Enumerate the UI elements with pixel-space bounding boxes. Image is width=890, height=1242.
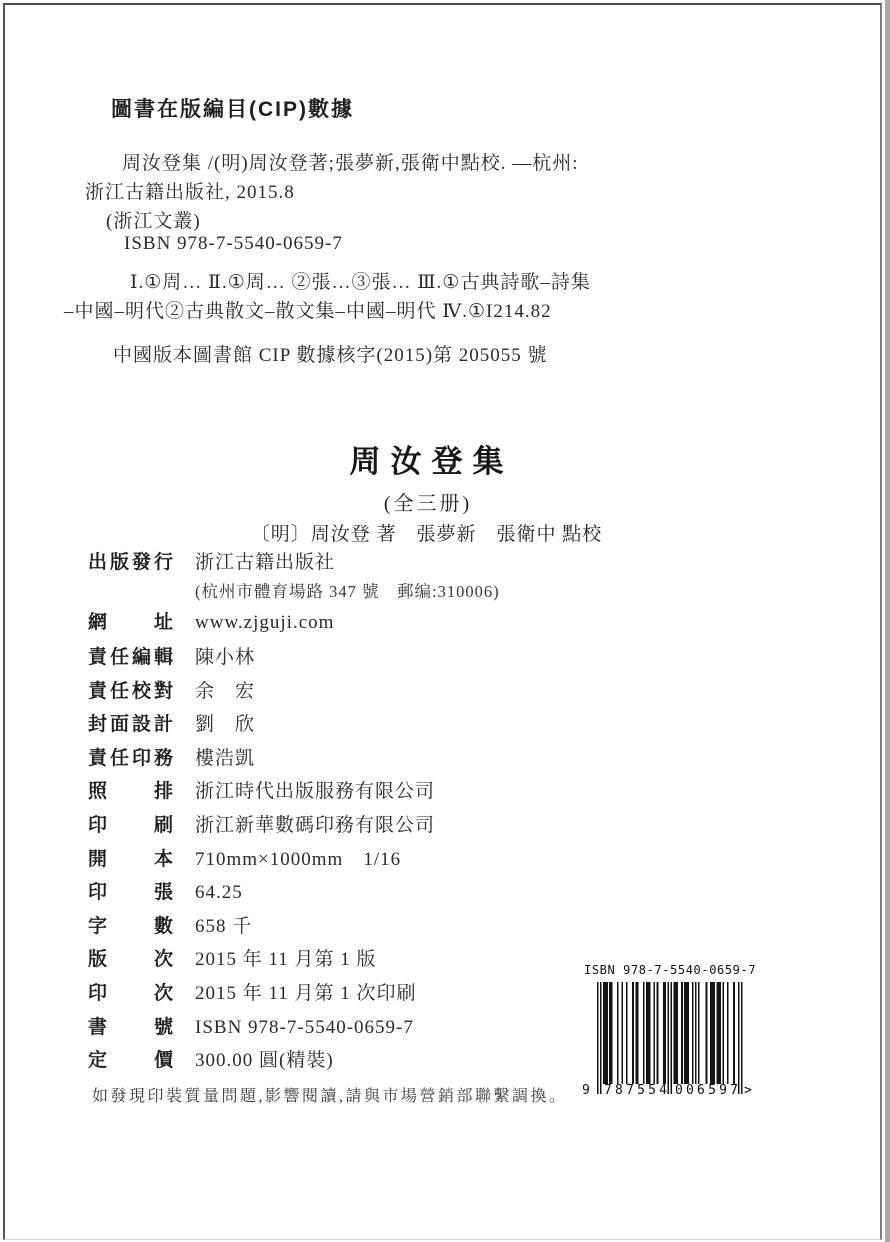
colophon-value: 劉 欣 bbox=[195, 714, 256, 736]
cip-classification-line-1: Ⅰ.①周… Ⅱ.①周… ②張…③張… Ⅲ.①古典詩歌–詩集 bbox=[130, 272, 591, 293]
colophon-row bbox=[88, 915, 808, 949]
colophon-value: 2015 年 11 月第 1 次印刷 bbox=[195, 982, 417, 1004]
colophon-row bbox=[88, 680, 808, 714]
colophon-row bbox=[88, 713, 808, 747]
colophon-row bbox=[88, 881, 808, 915]
colophon-label: 開 本 bbox=[88, 848, 177, 870]
scan-edge-shadow bbox=[885, 0, 890, 1242]
colophon-label: 責任編輯 bbox=[88, 647, 177, 668]
barcode-isbn-label: ISBN 978-7-5540-0659-7 bbox=[584, 963, 757, 977]
colophon-row bbox=[88, 646, 808, 680]
colophon-label: 封面設計 bbox=[88, 714, 177, 736]
colophon-label: 書 號 bbox=[88, 1016, 177, 1038]
colophon-value: 浙江新華數碼印務有限公司 bbox=[195, 814, 436, 836]
ean13-barcode bbox=[597, 982, 744, 1095]
colophon-label: 版 次 bbox=[88, 949, 177, 971]
cip-record-number: 中國版本圖書館 CIP 數據核字(2015)第 205055 號 bbox=[113, 345, 548, 366]
cip-classification-line-2: –中國–明代②古典散文–散文集–中國–明代 Ⅳ.①I214.82 bbox=[64, 301, 552, 322]
colophon-value: 658 千 bbox=[195, 915, 253, 937]
colophon-value: 64.25 bbox=[195, 882, 243, 904]
colophon-row bbox=[88, 611, 808, 646]
book-title: 周汝登集 bbox=[349, 444, 514, 479]
colophon-label: 印 次 bbox=[88, 982, 177, 1004]
colophon-row bbox=[88, 747, 808, 781]
quality-note: 如發現印裝質量問題,影響閱讀,請與市場營銷部聯繫調換。 bbox=[92, 1088, 568, 1105]
colophon-value: 浙江時代出版服務有限公司 bbox=[195, 781, 436, 803]
volume-note: (全三册) bbox=[383, 493, 473, 515]
colophon-label: 印 張 bbox=[88, 882, 177, 904]
colophon-row bbox=[88, 581, 808, 611]
colophon-value: ISBN 978-7-5540-0659-7 bbox=[195, 1016, 414, 1038]
colophon-label: 照 排 bbox=[88, 781, 177, 803]
barcode-trailer: > bbox=[744, 1083, 752, 1098]
colophon-label: 定 價 bbox=[88, 1050, 177, 1072]
colophon-row bbox=[88, 814, 808, 848]
barcode-lead-digit: 9 bbox=[582, 1083, 590, 1098]
colophon-value: 陳小林 bbox=[195, 647, 256, 668]
colophon-value: 300.00 圓(精裝) bbox=[195, 1050, 334, 1072]
colophon-value: 余 宏 bbox=[195, 680, 256, 702]
colophon-label: 出版發行 bbox=[88, 552, 177, 573]
colophon-value: 710mm×1000mm 1/16 bbox=[195, 848, 402, 870]
colophon-value: (杭州市體育場路 347 號 郵编:310006) bbox=[195, 582, 500, 601]
cip-entry-line-2: 浙江古籍出版社, 2015.8 bbox=[85, 182, 295, 203]
colophon-label: 網 址 bbox=[88, 612, 177, 633]
colophon-value: www.zjguji.com bbox=[195, 612, 335, 633]
colophon-value: 樓浩凱 bbox=[195, 747, 256, 769]
colophon-label: 責任印務 bbox=[88, 747, 177, 769]
colophon-value: 浙江古籍出版社 bbox=[195, 552, 336, 573]
cip-isbn-line: ISBN 978-7-5540-0659-7 bbox=[124, 233, 343, 254]
colophon-row bbox=[88, 848, 808, 882]
colophon-label: 印 刷 bbox=[88, 814, 177, 836]
barcode-digits-right: 006597 bbox=[675, 1083, 742, 1098]
cip-header: 圖書在版編目(CIP)數據 bbox=[111, 98, 354, 121]
colophon-row bbox=[88, 551, 808, 581]
cip-entry-line-1: 周汝登集 /(明)周汝登著;張夢新,張衛中點校. —杭州: bbox=[122, 153, 579, 174]
cip-series-line: (浙江文叢) bbox=[106, 211, 201, 232]
colophon-value: 2015 年 11 月第 1 版 bbox=[195, 949, 377, 971]
colophon-label: 責任校對 bbox=[88, 680, 177, 702]
author-byline: 〔明〕周汝登 著 張夢新 張衛中 點校 bbox=[250, 524, 603, 545]
barcode-digits-left: 787554 bbox=[604, 1083, 671, 1098]
colophon-row bbox=[88, 780, 808, 814]
colophon-label: 字 數 bbox=[88, 915, 177, 937]
